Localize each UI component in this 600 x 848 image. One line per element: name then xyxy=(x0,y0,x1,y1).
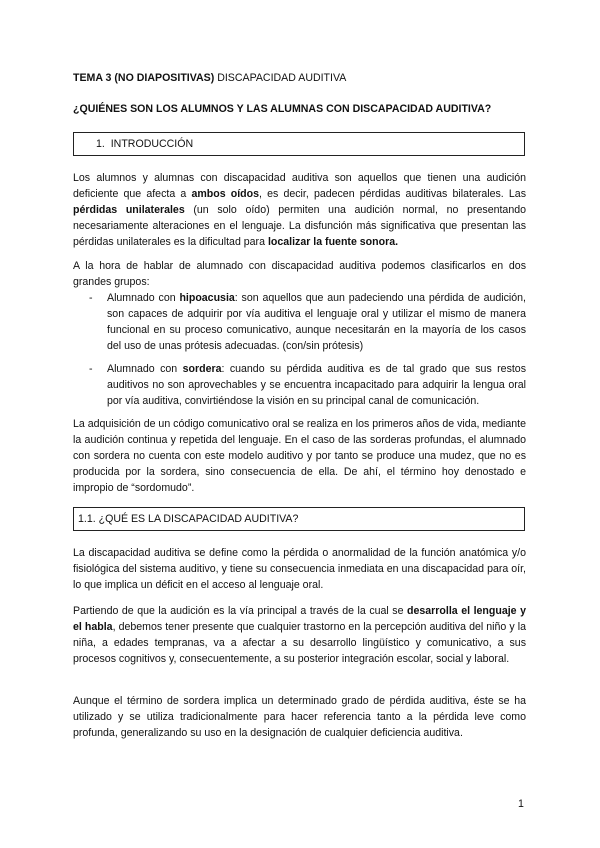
list-dash: - xyxy=(89,363,93,375)
groups-list xyxy=(73,290,526,354)
header-bold: TEMA 3 (NO DIAPOSITIVAS) xyxy=(73,72,215,84)
section-heading-box-introduccion xyxy=(73,132,525,156)
groups-list-2 xyxy=(73,361,526,409)
section-heading-box-que-es xyxy=(73,507,525,531)
bold-hipoacusia: hipoacusia xyxy=(179,292,235,304)
document-header xyxy=(73,71,346,85)
bold-perdidas-unilaterales: pérdidas unilaterales xyxy=(73,204,185,216)
bold-sordera: sordera xyxy=(182,363,222,375)
paragraph-sordera-termino: Aunque el término de sordera implica un determinado grado de pérdida auditiva, éste se ha utilizado y se utiliza tradicionalmente para hacer referencia tanto a la pérdida leve como profunda, generalizando su uso en la designación de cualquier deficiencia auditiva. xyxy=(73,695,526,739)
paragraph-adquisicion: La adquisición de un código comunicativo oral se realiza en los primeros años de vida, mediante la audición continua y repetida del lenguaje. En el caso de las sorderas profundas, el alumnado con sordera no cuenta con este modelo auditivo y por tanto se produce una mudez, que no es producida por la sordera, sino consecuencia de ella. De ahí, el término hoy denostado e impropio de “sordomudo”. xyxy=(73,418,526,494)
main-question-heading: ¿QUIÉNES SON LOS ALUMNOS Y LAS ALUMNAS CON DISCAPACIDAD AUDITIVA? xyxy=(73,103,492,115)
paragraph-intro: Los alumnos y alumnas con discapacidad auditiva son aquellos que tienen una audición deficiente que afecta a ambos oídos, es decir, padecen pérdidas auditivas bilaterales. Las pérdidas unilaterales (un solo oído) permiten una audición normal, no presentando necesariamente alteraciones en el lenguaje. La disfunción más significativa que presentan las pérdidas unilaterales es la dificultad para localizar la fuente sonora. xyxy=(73,172,527,248)
bold-desarrolla-lenguaje: desarrolla el lenguaje y el habla xyxy=(73,605,526,633)
page-number: 1 xyxy=(518,798,524,810)
bold-localizar-fuente: localizar la fuente sonora. xyxy=(267,236,399,248)
bold-ambos-oidos: ambos oídos xyxy=(191,188,259,200)
list-item: - Alumnado con hipoacusia: son aquellos que aun padeciendo una pérdida de audición, son capaces de adquirir por vía auditiva el lenguaje oral y utilizar el mismo de manera funcional en su proceso comunicativo, aunque necesitarán en la mayoría de los casos del uso de unas prótesis adecuadas. (con/sin prótesis) xyxy=(89,292,526,352)
section-number: 1. xyxy=(96,138,105,150)
header-subject: DISCAPACIDAD AUDITIVA xyxy=(214,72,347,84)
list-dash: - xyxy=(89,292,93,304)
list-item: - Alumnado con sordera: cuando su pérdida auditiva es de tal grado que sus restos auditivos no son aprovechables y se encuentra incapacitado para adquirir la lengua oral por vía auditiva, convirtiéndose la visión en su principal canal de comunicación. xyxy=(89,363,526,407)
paragraph-grupos: A la hora de hablar de alumnado con discapacidad auditiva podemos clasificarlos en dos grandes grupos: xyxy=(73,260,526,288)
section-title: INTRODUCCIÓN xyxy=(110,138,194,150)
paragraph-definicion: La discapacidad auditiva se define como la pérdida o anormalidad de la función anatómica y/o fisiológica del sistema auditivo, y tiene su consecuencia inmediata en una discapacidad para oír, lo que implica un déficit en el acceso al lenguaje oral. xyxy=(73,547,526,591)
section-title: 1.1. ¿QUÉ ES LA DISCAPACIDAD AUDITIVA? xyxy=(78,513,299,525)
paragraph-partiendo: Partiendo de que la audición es la vía principal a través de la cual se desarrolla el lenguaje y el habla, debemos tener presente que cualquier trastorno en la percepción auditiva del niño y la niña, a edades tempranas, va a afectar a su desarrollo lingüístico y comunicativo, a sus procesos cognitivos y, consecuentemente, a su posterior integración escolar, social y laboral. xyxy=(73,605,526,665)
